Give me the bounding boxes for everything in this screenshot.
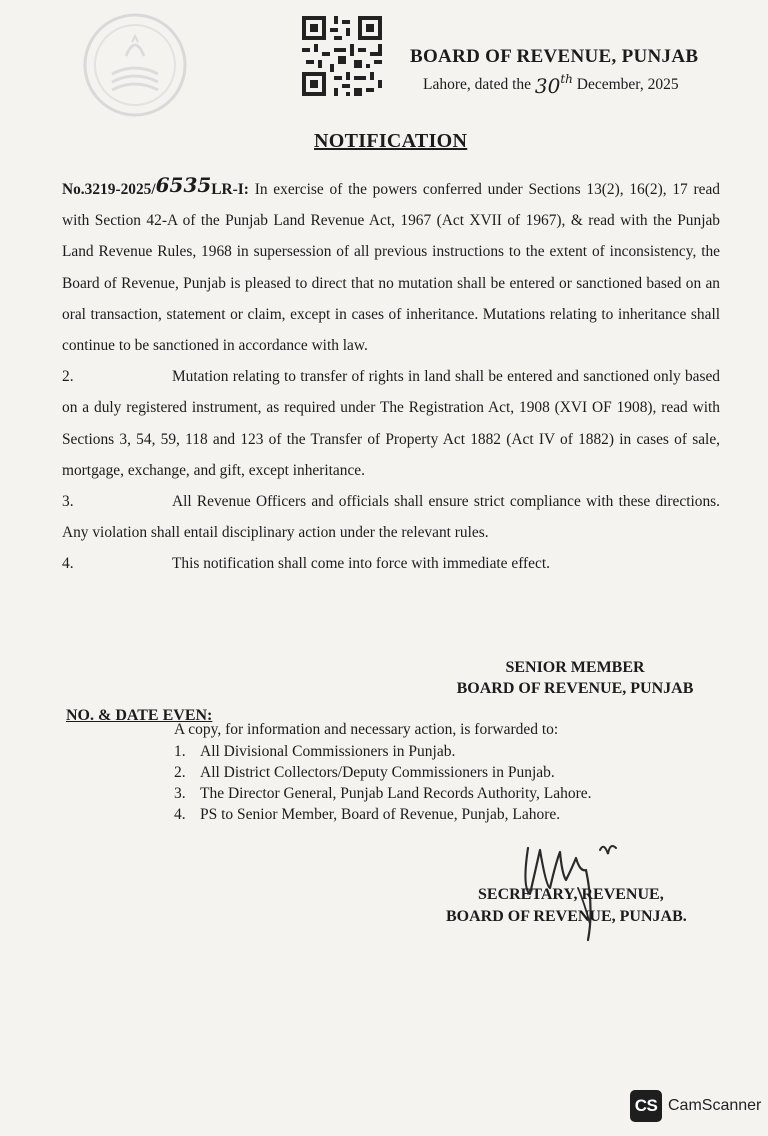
- header-date: [423, 70, 679, 98]
- distribution-heading: NO. & DATE EVEN:: [66, 707, 213, 724]
- paragraph-3: [62, 486, 720, 548]
- secretary-signature-block: [446, 884, 736, 928]
- paragraph-number: 3.: [62, 493, 74, 511]
- paragraph-text: Mutation relating to transfer of rights in land shall be entered and sanctioned only based on a duly registered instrument, as required under The Registration Act, 1908 (XVI OF 1908), read with Sections 3, 54, 59, 118 and 123 of the Transfer of Property Act 1882 (Act IV of 1882) in cases of sale, mortgage, exchange, and gift, except inheritance.: [62, 368, 720, 479]
- paragraph-2: [62, 361, 720, 486]
- header-organization: BOARD OF REVENUE, PUNJAB: [410, 46, 699, 67]
- paragraph-number: 4.: [62, 555, 74, 573]
- qr-code-icon: [298, 12, 386, 100]
- paragraph-text: All Revenue Officers and officials shall ensure strict compliance with these directions. Any violation shall entail disciplinary action under the relevant rules.: [62, 493, 720, 542]
- camscanner-text: CamScanner: [668, 1097, 762, 1114]
- paragraph-text: This notification shall come into force with immediate effect.: [172, 555, 550, 573]
- paragraph-4: [62, 548, 720, 579]
- distribution-intro: A copy, for information and necessary action, is forwarded to:: [174, 721, 559, 738]
- camscanner-watermark: [630, 1090, 761, 1122]
- list-item: 3. The Director General, Punjab Land Records Authority, Lahore.: [174, 785, 592, 802]
- signatory-title: SECRETARY, REVENUE,: [478, 886, 664, 903]
- list-item: 1. All Divisional Commissioners in Punjab.: [174, 743, 456, 760]
- paragraph-1: [62, 172, 720, 361]
- list-item: 2. All District Collectors/Deputy Commissioners in Punjab.: [174, 764, 555, 781]
- camscanner-logo-icon: CS: [630, 1090, 662, 1122]
- paragraph-1-text: In exercise of the powers conferred under Sections 13(2), 16(2), 17 read with Section 42-A of the Punjab Land Revenue Act, 1967 (Act XVII of 1967), & read with the Punjab Land Revenue Rules, 1968 in supersession of all previous instructions to the extent of inconsistency, the Board of Revenue, Punjab is pleased to direct that no mutation shall be entered or sanctioned based on an oral transaction, statement or claim, except in cases of inheritance. Mutations relating to inheritance shall continue to be sanctioned in accordance with law.: [62, 181, 720, 355]
- paragraph-number: 2.: [62, 368, 74, 386]
- senior-member-signature-block: [440, 657, 710, 699]
- government-seal-icon: [82, 12, 188, 118]
- reference-handwritten: 6535: [155, 173, 212, 197]
- date-day-suffix: th: [560, 71, 573, 86]
- date-rest: December, 2025: [576, 76, 679, 93]
- signatory-office: BOARD OF REVENUE, PUNJAB.: [446, 908, 687, 925]
- notification-body: [62, 172, 720, 580]
- notification-title: NOTIFICATION: [314, 130, 468, 152]
- reference-number: No.3219-2025/6535LR-I:: [62, 173, 249, 198]
- date-prefix: Lahore, dated the: [423, 76, 532, 93]
- distribution-list: [174, 741, 592, 825]
- list-item: 4. PS to Senior Member, Board of Revenue, Punjab, Lahore.: [174, 806, 561, 823]
- date-day-handwritten: 30: [534, 74, 561, 98]
- signatory-office: BOARD OF REVENUE, PUNJAB: [456, 680, 694, 697]
- signatory-title: SENIOR MEMBER: [505, 659, 645, 676]
